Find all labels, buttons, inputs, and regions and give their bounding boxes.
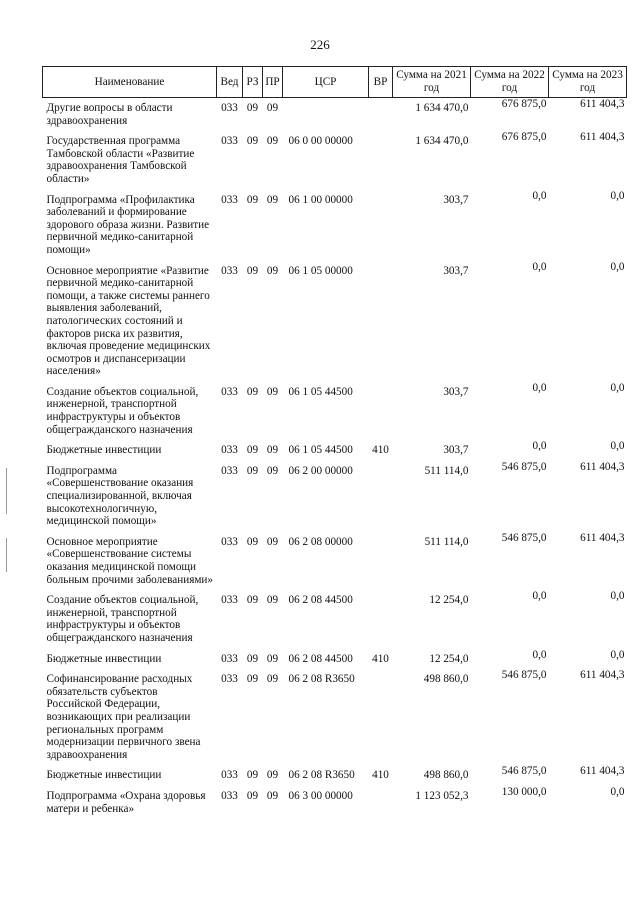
header-ved: Вед [217, 67, 243, 98]
cell-ved: 033 [221, 193, 238, 206]
left-margin-mark [6, 538, 7, 572]
cell-pr: 09 [266, 535, 279, 548]
header-sum-2022: Сумма на 2022 год [471, 67, 549, 98]
cell-vr: 410 [372, 652, 389, 665]
cell-vr [369, 786, 393, 819]
cell-rz: 09 [246, 444, 259, 457]
cell-csr: 06 1 05 00000 [288, 264, 353, 277]
cell-sum-2023: 611 404,3 [580, 131, 625, 144]
cell-pr: 09 [266, 264, 279, 277]
cell-vr [369, 190, 393, 261]
cell-csr: 06 2 08 00000 [288, 535, 353, 548]
table-row [43, 382, 627, 440]
table-row [43, 590, 627, 648]
cell-name: Бюджетные инвестиции [46, 444, 162, 457]
cell-sum-2021: 303,7 [443, 444, 469, 457]
table-row [43, 98, 627, 132]
cell-sum-2021: 511 114,0 [424, 535, 469, 548]
cell-ved: 033 [221, 385, 238, 398]
header-rz: РЗ [243, 67, 263, 98]
cell-rz: 09 [246, 652, 259, 665]
cell-pr: 09 [266, 673, 279, 686]
cell-rz: 09 [246, 535, 259, 548]
cell-sum-2021: 303,7 [443, 385, 469, 398]
budget-table [42, 66, 627, 819]
cell-name: Подпрограмма «Профилактика заболеваний и формирование здорового образа жизни. Развитие первичной медико-санитарной помощи» [46, 193, 210, 256]
cell-sum-2022: 130 000,0 [501, 785, 547, 798]
cell-sum-2022: 0,0 [532, 648, 547, 661]
cell-sum-2021: 1 123 052,3 [415, 789, 469, 802]
cell-sum-2021: 12 254,0 [429, 594, 469, 607]
left-margin-mark [6, 468, 7, 514]
cell-vr [369, 461, 393, 532]
cell-sum-2023: 0,0 [610, 381, 625, 394]
cell-sum-2022: 0,0 [532, 189, 547, 202]
cell-sum-2021: 303,7 [443, 264, 469, 277]
cell-sum-2023: 611 404,3 [580, 98, 625, 110]
cell-csr: 06 1 05 44500 [288, 444, 353, 457]
cell-sum-2023: 611 404,3 [580, 765, 625, 778]
cell-name: Подпрограмма «Охрана здоровья матери и ребенка» [46, 789, 206, 815]
table-row [43, 461, 627, 532]
cell-csr [283, 98, 369, 132]
header-csr: ЦСР [283, 67, 369, 98]
cell-ved: 033 [221, 769, 238, 782]
cell-vr: 410 [372, 769, 389, 782]
cell-vr [369, 261, 393, 382]
cell-ved: 033 [221, 652, 238, 665]
cell-pr: 09 [266, 652, 279, 665]
cell-rz: 09 [246, 769, 259, 782]
cell-ved: 033 [221, 102, 238, 114]
cell-sum-2022: 676 875,0 [501, 98, 547, 110]
cell-sum-2023: 0,0 [610, 440, 625, 453]
cell-csr: 06 1 05 44500 [288, 385, 353, 398]
cell-pr: 09 [266, 102, 279, 114]
cell-ved: 033 [221, 464, 238, 477]
cell-sum-2023: 0,0 [610, 648, 625, 661]
table-row [43, 669, 627, 765]
cell-pr: 09 [266, 444, 279, 457]
table-row [43, 131, 627, 189]
header-vr: ВР [369, 67, 393, 98]
cell-name: Основное мероприятие «Совершенствование системы оказания медицинской помощи больным прочими заболеваниями» [46, 535, 214, 586]
cell-sum-2021: 511 114,0 [424, 464, 469, 477]
header-sum-2021: Сумма на 2021 год [393, 67, 471, 98]
cell-sum-2021: 498 860,0 [423, 673, 469, 686]
cell-vr [369, 98, 393, 132]
cell-sum-2022: 546 875,0 [501, 669, 547, 682]
table-row [43, 190, 627, 261]
cell-rz: 09 [246, 193, 259, 206]
cell-sum-2021: 12 254,0 [429, 652, 469, 665]
cell-sum-2023: 0,0 [610, 260, 625, 273]
header-pr: ПР [263, 67, 283, 98]
header-sum-2023: Сумма на 2023 год [549, 67, 627, 98]
cell-ved: 033 [221, 135, 238, 148]
cell-name: Государственная программа Тамбовской области «Развитие здравоохранения Тамбовской области» [46, 135, 195, 185]
cell-sum-2022: 676 875,0 [501, 131, 547, 144]
cell-sum-2023: 0,0 [610, 590, 625, 603]
cell-vr [369, 669, 393, 765]
cell-sum-2023: 611 404,3 [580, 460, 625, 473]
table-row [43, 261, 627, 382]
cell-name: Подпрограмма «Совершенствование оказания специализированной, включая высокотехнологичную, медицинской помощи» [46, 464, 194, 528]
cell-sum-2021: 498 860,0 [423, 769, 469, 782]
cell-sum-2021: 303,7 [443, 193, 469, 206]
header-name: Наименование [43, 67, 217, 98]
cell-rz: 09 [246, 673, 259, 686]
cell-csr: 06 2 00 00000 [288, 464, 353, 477]
cell-csr: 06 2 08 44500 [288, 652, 353, 665]
page-number: 226 [310, 37, 330, 52]
cell-name: Создание объектов социальной, инженерной, транспортной инфраструктуры и объектов общегражданского назначения [46, 594, 199, 644]
cell-sum-2022: 0,0 [532, 381, 547, 394]
cell-ved: 033 [221, 594, 238, 607]
cell-rz: 09 [246, 264, 259, 277]
cell-sum-2022: 546 875,0 [501, 460, 547, 473]
cell-sum-2022: 546 875,0 [501, 531, 547, 544]
cell-ved: 033 [221, 673, 238, 686]
cell-name: Бюджетные инвестиции [46, 769, 162, 782]
cell-name: Основное мероприятие «Развитие первичной медико-санитарной помощи, а также системы раннего выявления заболеваний, патологических состояний и факторов риска их развития, включая проведение медицинских осмотров и диспансеризации населения» [46, 264, 211, 378]
cell-pr: 09 [266, 385, 279, 398]
cell-name: Другие вопросы в области здравоохранения [46, 102, 173, 127]
cell-pr: 09 [266, 769, 279, 782]
cell-vr [369, 131, 393, 189]
cell-vr [369, 382, 393, 440]
cell-rz: 09 [246, 385, 259, 398]
cell-rz: 09 [246, 464, 259, 477]
cell-pr: 09 [266, 193, 279, 206]
cell-ved: 033 [221, 535, 238, 548]
cell-vr [369, 532, 393, 590]
cell-name: Софинансирование расходных обязательств субъектов Российской Федерации, возникающих при реализации региональных программ модернизации первичного звена здравоохранения [46, 673, 201, 761]
cell-ved: 033 [221, 444, 238, 457]
cell-sum-2023: 0,0 [610, 785, 625, 798]
table-row [43, 532, 627, 590]
cell-ved: 033 [221, 264, 238, 277]
cell-csr: 06 2 08 R3650 [288, 673, 355, 686]
cell-rz: 09 [246, 789, 259, 802]
cell-sum-2022: 0,0 [532, 590, 547, 603]
cell-pr: 09 [266, 594, 279, 607]
cell-rz: 09 [246, 594, 259, 607]
cell-csr: 06 1 00 00000 [288, 193, 353, 206]
cell-rz: 09 [246, 102, 259, 114]
cell-vr: 410 [372, 444, 389, 457]
cell-sum-2022: 0,0 [532, 260, 547, 273]
table-row [43, 786, 627, 819]
cell-sum-2021: 1 634 470,0 [415, 102, 469, 114]
cell-csr: 06 2 08 R3650 [288, 769, 355, 782]
cell-name: Создание объектов социальной, инженерной, транспортной инфраструктуры и объектов общегражданского назначения [46, 385, 199, 436]
cell-pr: 09 [266, 789, 279, 802]
cell-sum-2023: 0,0 [610, 189, 625, 202]
cell-ved: 033 [221, 789, 238, 802]
cell-rz: 09 [246, 135, 259, 148]
cell-sum-2021: 1 634 470,0 [415, 135, 469, 148]
cell-pr: 09 [266, 464, 279, 477]
cell-csr: 06 3 00 00000 [288, 789, 353, 802]
cell-name: Бюджетные инвестиции [46, 652, 162, 665]
cell-csr: 06 0 00 00000 [288, 135, 353, 148]
cell-sum-2022: 546 875,0 [501, 765, 547, 778]
cell-sum-2023: 611 404,3 [580, 669, 625, 682]
cell-vr [369, 590, 393, 648]
cell-sum-2022: 0,0 [532, 440, 547, 453]
cell-csr: 06 2 08 44500 [288, 594, 353, 607]
cell-sum-2023: 611 404,3 [580, 531, 625, 544]
cell-pr: 09 [266, 135, 279, 148]
